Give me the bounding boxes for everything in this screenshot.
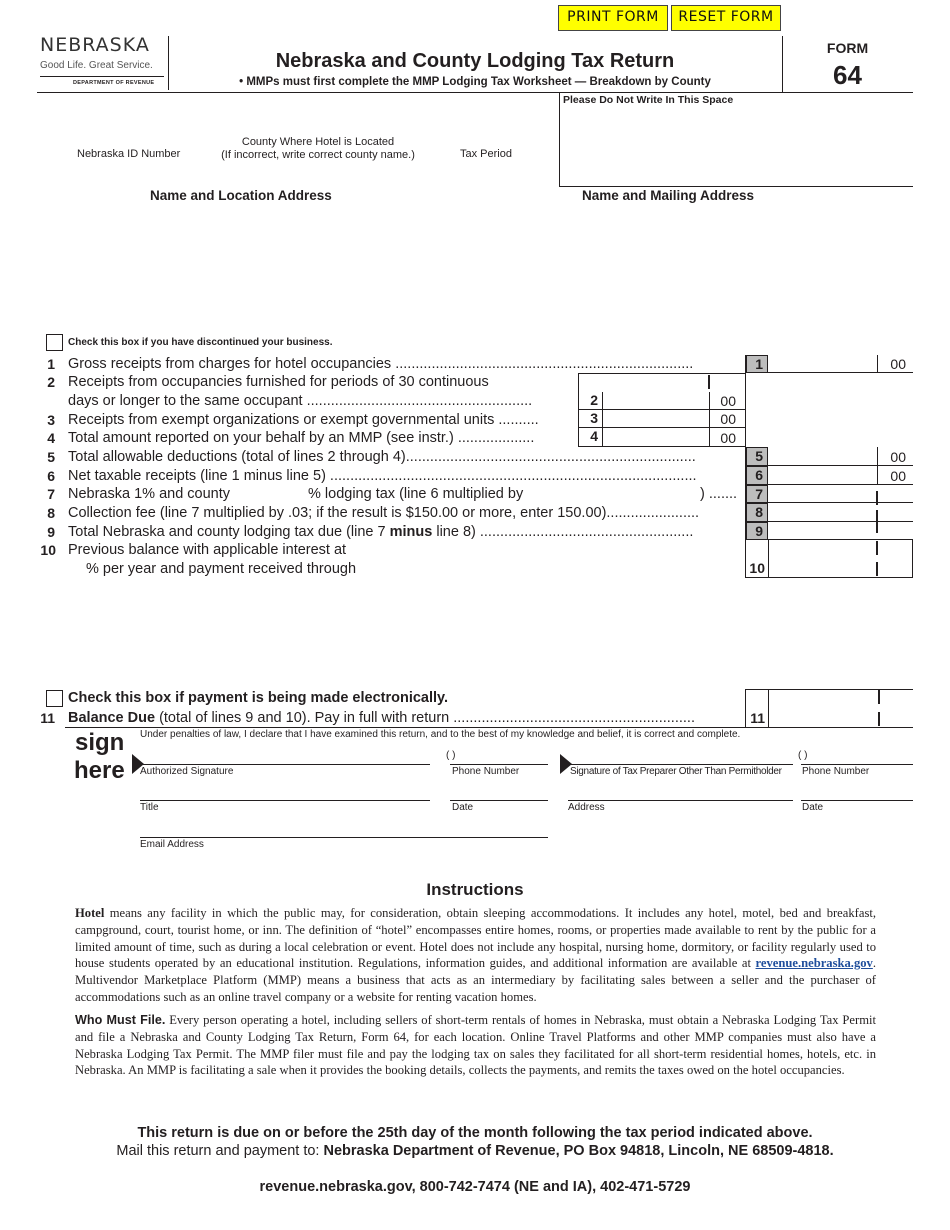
line-11-number: 11	[40, 710, 55, 726]
phone-label-2[interactable]: Phone Number	[802, 766, 870, 777]
line-10-box: 10	[746, 540, 768, 578]
who-must-file: Who Must File. Every person operating a hotel, including sellers of short-term rentals of homes in Nebraska, must obtain a Nebraska Lodging Tax Permit and file a Nebraska and County Lodging Tax Return, Form 64, for each location. Online Travel Platforms and other MMP companies must also have a Nebraska Lodging Tax Permit. The MMP filer must file and pay the lodging tax on sales they facilitated for all short-term residential homes, hotels, etc. in Nebraska. An MMP is facilitating a sale when it provides the booking details, collects the payments, and remits the taxes owed on the hotel occupancies.	[75, 1013, 876, 1078]
discontinued-label: Check this box if you have discontinued your business.	[68, 337, 333, 348]
line-8-box: 8	[746, 503, 768, 522]
county-label: County Where Hotel is Located	[241, 136, 395, 148]
preparer-signature-label[interactable]: Signature of Tax Preparer Other Than Permitholder	[570, 766, 782, 777]
line-5-box: 5	[746, 447, 768, 466]
revenue-link[interactable]: revenue.nebraska.gov	[755, 956, 873, 971]
discontinued-checkbox[interactable]	[46, 334, 63, 351]
hotel-definition: Hotel means any facility in which the public may, for consideration, obtain sleeping accommodations. It includes any hotel, motel, bed and breakfast, campground, court, tourist home, or inn. The definition of “hotel” encompasses entire homes, rooms, or properties made available to rent by the public for a limited amount of time, such as during a local celebration or event. Hotel does not include any hospital, nursing home, dormitory, or facility regularly used to house students operated by an educational institution. Regulations, information guides, and additional information are available at revenue.nebraska.gov. Multivendor Marketplace Platform (MMP) means a business that acts as an intermediary by facilitating sales between a seller and the purchaser of accommodations such as an online travel company or a website for renting vacation homes.	[75, 906, 876, 1004]
line-11-amount[interactable]	[769, 689, 913, 727]
line-1-text: Gross receipts from charges for hotel occupancies ..........................................................................	[68, 356, 694, 372]
line-7-box: 7	[746, 485, 768, 503]
form-number: 64	[833, 60, 862, 90]
sign-label: sign	[75, 729, 125, 756]
line-9-amount[interactable]	[768, 522, 913, 540]
phone-paren: ( )	[446, 750, 456, 761]
line-6-box: 6	[746, 466, 768, 485]
nebraska-id-label: Nebraska ID Number	[77, 148, 181, 160]
date-label-2[interactable]: Date	[802, 802, 824, 813]
line-1-number: 1	[47, 356, 55, 372]
line-8-number: 8	[47, 505, 55, 521]
line-2-text: Receipts from occupancies furnished for periods of 30 continuous	[68, 374, 489, 390]
electronic-payment-checkbox[interactable]	[46, 690, 63, 707]
line-2-cents: 00	[720, 393, 736, 409]
line-7-text: Nebraska 1% and county	[68, 486, 231, 502]
form-label: FORM	[826, 40, 869, 56]
line-10-number: 10	[40, 542, 56, 558]
phone-paren-2: ( )	[798, 750, 808, 761]
location-address-label: Name and Location Address	[150, 188, 332, 203]
line-9-text: Total Nebraska and county lodging tax due (line 7 minus line 8) .....................................................	[68, 524, 694, 540]
line-5-number: 5	[47, 449, 55, 465]
contact-info: revenue.nebraska.gov, 800-742-7474 (NE and IA), 402-471-5729	[259, 1179, 691, 1195]
line-10-amount[interactable]	[768, 540, 913, 578]
line-7-text-end: ) .......	[700, 486, 738, 502]
reset-form-button[interactable]: RESET FORM	[671, 5, 781, 31]
line-6-text: Net taxable receipts (line 1 minus line 5) ...........................................................................................	[68, 468, 697, 484]
tax-period-label: Tax Period	[460, 148, 512, 160]
line-1-cents: 00	[890, 356, 906, 372]
line-3-number: 3	[47, 412, 55, 428]
due-date-notice: This return is due on or before the 25th day of the month following the tax period indicated above.	[137, 1125, 813, 1141]
declaration-text: Under penalties of law, I declare that I have examined this return, and to the best of my knowledge and belief, it is correct and complete.	[140, 729, 741, 740]
line-5-text: Total allowable deductions (total of lines 2 through 4)........................................................................	[68, 449, 696, 465]
line-4-box: 4	[578, 428, 603, 447]
line-8-amount[interactable]	[768, 503, 913, 522]
line-11-text: Balance Due (total of lines 9 and 10). Pay in full with return ............................................................	[68, 710, 695, 726]
nebraska-logo: NEBRASKA	[40, 34, 150, 56]
county-label-note: (If incorrect, write correct county name.)	[221, 149, 415, 161]
authorized-signature-label[interactable]: Authorized Signature	[140, 766, 234, 777]
here-label: here	[74, 757, 125, 784]
form-subtitle: • MMPs must first complete the MMP Lodging Tax Worksheet — Breakdown by County	[239, 76, 711, 88]
logo-dept: DEPARTMENT OF REVENUE	[73, 80, 155, 86]
title-label[interactable]: Title	[140, 802, 159, 813]
mailing-address-label: Name and Mailing Address	[582, 188, 755, 203]
line-10-text: Previous balance with applicable interest at	[68, 542, 347, 558]
line-2-text-cont: days or longer to the same occupant ........................................................	[68, 393, 533, 409]
line-10-text-cont: % per year and payment received through	[86, 561, 357, 577]
email-label[interactable]: Email Address	[140, 839, 204, 850]
mail-instructions: Mail this return and payment to: Nebraska Department of Revenue, PO Box 94818, Lincoln, NE 68509-4818.	[116, 1143, 834, 1159]
date-label[interactable]: Date	[452, 802, 474, 813]
line-7-amount[interactable]	[768, 485, 913, 503]
line-4-number: 4	[47, 430, 55, 446]
line-4-cents: 00	[720, 430, 736, 446]
print-form-button[interactable]: PRINT FORM	[558, 5, 668, 31]
line-4-text: Total amount reported on your behalf by an MMP (see instr.) ...................	[68, 430, 535, 446]
line-3-box: 3	[578, 410, 603, 428]
line-9-number: 9	[47, 524, 55, 540]
line-8-text: Collection fee (line 7 multiplied by .03; if the result is $150.00 or more, enter 150.00).......................	[68, 505, 700, 521]
no-write-label: Please Do Not Write In This Space	[563, 94, 734, 106]
line-6-number: 6	[47, 468, 55, 484]
line-9-box: 9	[746, 522, 768, 540]
line-11-box: 11	[750, 710, 765, 726]
logo-tagline: Good Life. Great Service.	[40, 60, 153, 71]
line-1-box: 1	[746, 355, 768, 373]
line-2-number: 2	[47, 374, 55, 390]
line-3-text: Receipts from exempt organizations or exempt governmental units ..........	[68, 412, 539, 428]
line-7-number: 7	[47, 486, 55, 502]
line-6-cents: 00	[890, 468, 906, 484]
line-2-box: 2	[578, 392, 603, 410]
line-3-cents: 00	[720, 411, 736, 427]
line-5-cents: 00	[890, 449, 906, 465]
phone-label[interactable]: Phone Number	[452, 766, 520, 777]
line-7-text-rate: % lodging tax (line 6 multiplied by	[308, 486, 524, 502]
address-label[interactable]: Address	[568, 802, 605, 813]
form-title: Nebraska and County Lodging Tax Return	[275, 50, 675, 72]
instructions-heading: Instructions	[426, 880, 524, 899]
electronic-payment-label: Check this box if payment is being made electronically.	[68, 690, 449, 706]
